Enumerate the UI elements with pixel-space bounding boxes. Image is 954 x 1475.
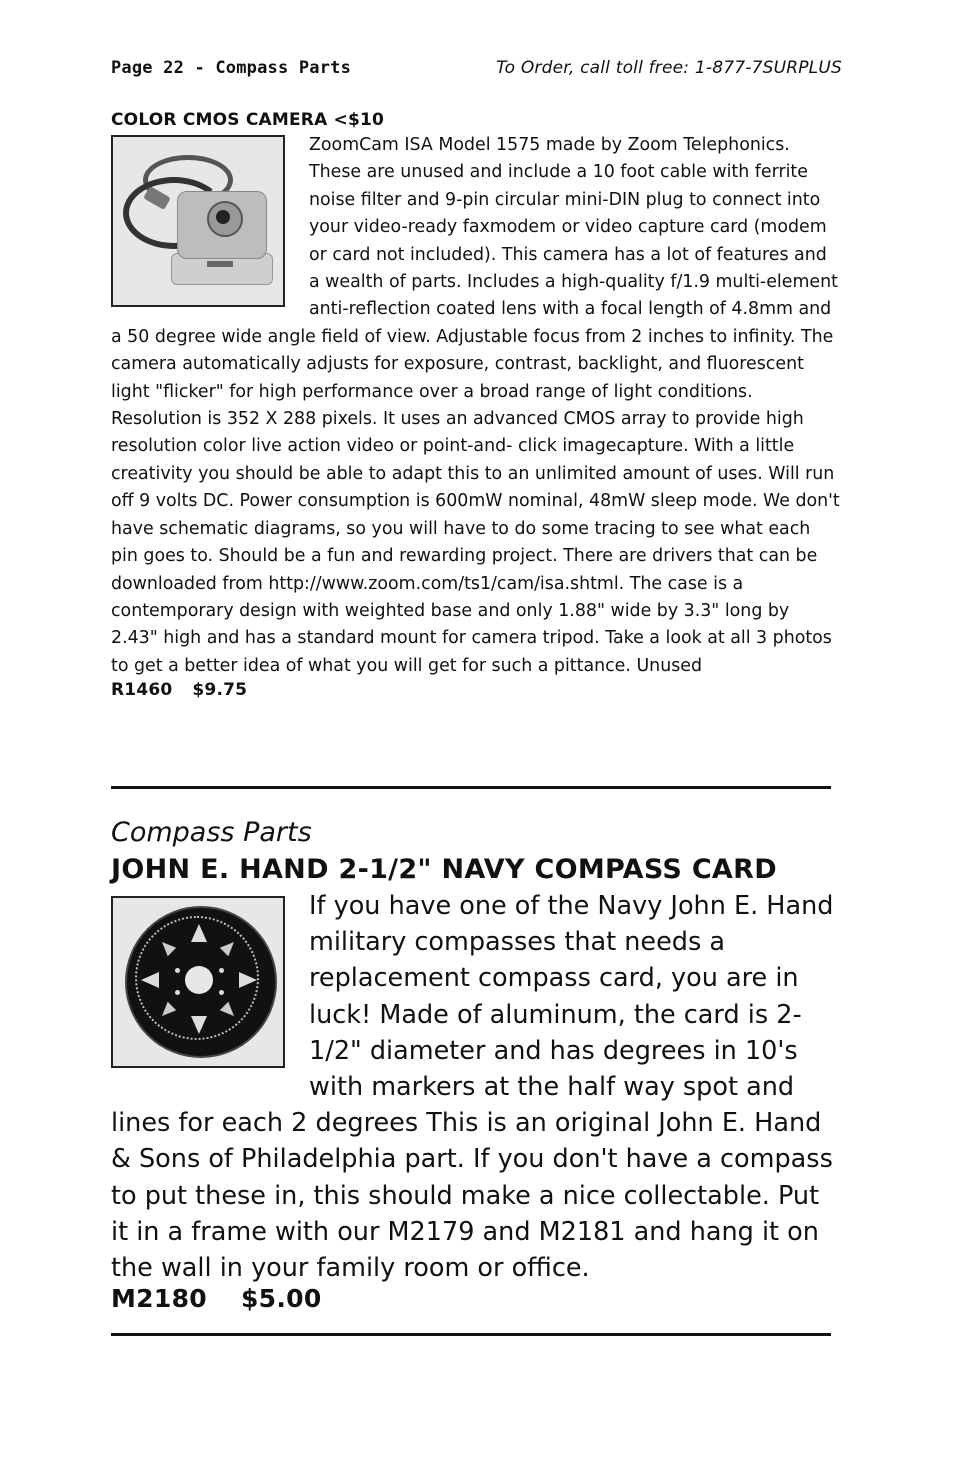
compass-card-photo (111, 896, 285, 1068)
compass-item-title: JOHN E. HAND 2-1/2" NAVY COMPASS CARD (111, 854, 777, 885)
south-marker-icon (191, 1016, 207, 1034)
section-divider-bottom (111, 1333, 831, 1336)
compass-item-sku: M2180 (111, 1284, 207, 1314)
camera-label (207, 261, 233, 267)
compass-item-description: If you have one of the Navy John E. Hand military compasses that needs a replacement compass card, you are in luck! Made of aluminum, the card is 2-1/2" diameter and has degrees in 10's with markers at the half way spot and lines for each 2 degrees This is an original John E. Hand & Sons of Philadelphia part. If you don't have a compass to put these in, this should make a nice collectable. Put it in a frame with our M2179 and M2181 and hang it on the wall in your family room or office. (111, 891, 834, 1284)
center-hole (185, 966, 213, 994)
camera-photo (111, 135, 285, 307)
compass-item-price: $5.00 (240, 1284, 322, 1314)
west-marker-icon (141, 972, 159, 988)
rivet-dot (219, 990, 224, 995)
east-marker-icon (239, 972, 257, 988)
camera-item-price: $9.75 (192, 680, 248, 701)
camera-item (111, 110, 841, 700)
camera-item-order-line (111, 680, 841, 700)
camera-lens-center (216, 210, 230, 224)
compass-card-item (111, 816, 841, 1313)
rivet-dot (175, 990, 180, 995)
camera-item-description: ZoomCam ISA Model 1575 made by Zoom Telephonics. These are unused and include a 10 foot cable with ferrite noise filter and 9-pin circular mini-DIN plug to connect into your video-ready faxmodem or video capture card (modem or card not included). This camera has a lot of features and a wealth of parts. Includes a high-quality f/1.9 multi-element anti-reflection coated lens with a focal length of 4.8mm and a 50 degree wide angle field of view. Adjustable focus from 2 inches to infinity. The camera automatically adjusts for exposure, contrast, backlight, and fluorescent light "flicker" for high performance over a broad range of light conditions. Resolution is 352 X 288 pixels. It uses an advanced CMOS array to provide high resolution color live action video or point-and- click imagecapture. With a little creativity you should be able to adapt this to an unlimited amount of uses. Will run off 9 volts DC. Power consumption is 600mW nominal, 48mW sleep mode. We don't have schematic diagrams, so you will have to do some tracing to see what each pin goes to. Should be a fun and rewarding project. There are drivers that can be downloaded from http://www.zoom.com/ts1/cam/isa.shtml. The case is a contemporary design with weighted base and only 1.88" wide by 3.3" long by 2.43" high and has a standard mount for camera tripod. Take a look at all 3 photos to get a better idea of what you will get for such a pittance. Unused (111, 135, 840, 676)
north-marker-icon (191, 924, 207, 942)
order-phone-line: To Order, call toll free: 1-877-7SURPLUS (496, 58, 842, 78)
category-heading: Compass Parts (111, 817, 312, 848)
camera-item-sku: R1460 (111, 680, 173, 701)
page-header-label: Page 22 - Compass Parts (111, 58, 352, 78)
rivet-dot (219, 968, 224, 973)
section-divider (111, 786, 831, 789)
compass-item-order-line (111, 1284, 841, 1313)
camera-item-title: COLOR CMOS CAMERA <$10 (111, 110, 385, 130)
rivet-dot (175, 968, 180, 973)
